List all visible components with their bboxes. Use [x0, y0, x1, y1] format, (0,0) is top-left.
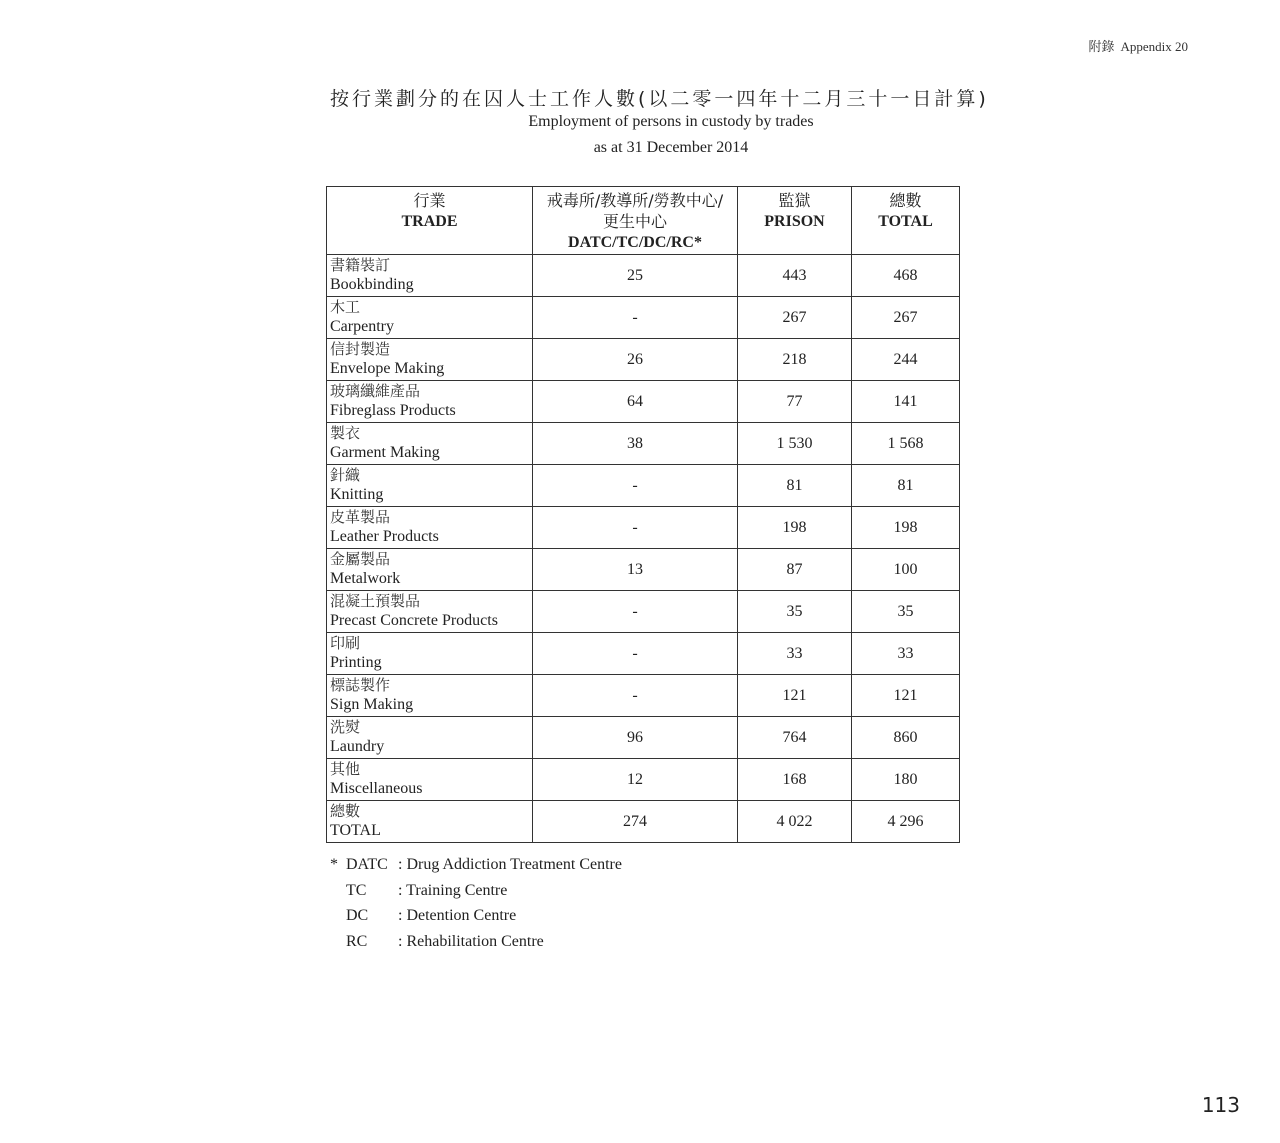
trade-name-en: Bookbinding [330, 276, 414, 293]
header-total [852, 187, 960, 255]
trade-cell [327, 633, 533, 675]
footnote-abbreviation: DATC [346, 856, 388, 873]
employment-table [326, 186, 960, 843]
datc-cell: - [533, 633, 738, 675]
trade-cell [327, 591, 533, 633]
trade-name-en: Knitting [330, 486, 384, 503]
trade-cell [327, 507, 533, 549]
header-total-zh: 總數 [889, 191, 922, 210]
trade-name-en: Printing [330, 654, 382, 671]
table-row [327, 339, 960, 381]
header-datc-zh: 戒毒所/教導所/勞教中心/更生中心 [546, 191, 724, 231]
trade-name-en: Laundry [330, 738, 385, 755]
trade-name-zh: 其他 [330, 760, 361, 778]
prison-cell: 764 [738, 717, 852, 759]
trade-name-zh: 製衣 [330, 424, 361, 442]
prison-cell: 1 530 [738, 423, 852, 465]
prison-cell: 267 [738, 297, 852, 339]
total-cell: 180 [852, 759, 960, 801]
prison-cell: 121 [738, 675, 852, 717]
datc-cell: 96 [533, 717, 738, 759]
trade-name-en: Envelope Making [330, 360, 445, 377]
total-cell: 468 [852, 255, 960, 297]
footnote-item [330, 878, 622, 904]
footnote-marker [330, 878, 346, 904]
total-cell: 35 [852, 591, 960, 633]
datc-cell: 25 [533, 255, 738, 297]
header-trade-zh: 行業 [413, 191, 446, 210]
footnote-description: : Rehabilitation Centre [398, 932, 544, 950]
total-cell: 33 [852, 633, 960, 675]
trade-name-zh: 洗熨 [330, 718, 361, 736]
prison-cell: 81 [738, 465, 852, 507]
total-cell: 860 [852, 717, 960, 759]
header-datc [533, 187, 738, 255]
table-row [327, 675, 960, 717]
trade-cell [327, 465, 533, 507]
total-cell: 141 [852, 381, 960, 423]
prison-cell: 218 [738, 339, 852, 381]
header-total-en: TOTAL [878, 213, 933, 230]
appendix-label [1088, 36, 1188, 55]
page-number: 113 [1201, 1093, 1240, 1117]
footnote-description: : Drug Addiction Treatment Centre [398, 856, 622, 873]
footnote-marker: * [330, 856, 338, 873]
datc-cell: - [533, 675, 738, 717]
table-row [327, 465, 960, 507]
prison-cell: 77 [738, 381, 852, 423]
footnote-abbreviation: DC [346, 907, 369, 924]
datc-cell: - [533, 297, 738, 339]
total-cell: 198 [852, 507, 960, 549]
title-english: Employment of persons in custody by trades [528, 113, 814, 130]
header-trade [327, 187, 533, 255]
trade-cell [327, 381, 533, 423]
trade-name-zh: 混凝土預製品 [330, 592, 421, 610]
trade-cell [327, 297, 533, 339]
footnote-item [330, 852, 622, 878]
trade-cell [327, 549, 533, 591]
table-row [327, 507, 960, 549]
trade-name-zh: 總數 [330, 802, 361, 820]
datc-cell: 274 [533, 801, 738, 843]
trade-name-zh: 玻璃纖維產品 [330, 382, 421, 400]
trade-cell [327, 423, 533, 465]
table-row [327, 759, 960, 801]
datc-cell: - [533, 465, 738, 507]
prison-cell: 443 [738, 255, 852, 297]
header-prison-en: PRISON [764, 213, 825, 230]
trade-cell [327, 801, 533, 843]
total-cell: 1 568 [852, 423, 960, 465]
trade-name-zh: 印刷 [330, 634, 361, 652]
footnote-marker [330, 903, 346, 929]
trade-name-en: Fibreglass Products [330, 402, 456, 419]
table-header-row [327, 187, 960, 255]
trade-name-en: Metalwork [330, 570, 401, 587]
table-row [327, 549, 960, 591]
total-cell: 4 296 [852, 801, 960, 843]
datc-cell: - [533, 591, 738, 633]
prison-cell: 168 [738, 759, 852, 801]
table-body [327, 255, 960, 843]
header-prison [738, 187, 852, 255]
total-cell: 100 [852, 549, 960, 591]
prison-cell: 87 [738, 549, 852, 591]
total-cell: 267 [852, 297, 960, 339]
trade-name-en: Miscellaneous [330, 780, 423, 797]
datc-cell: 12 [533, 759, 738, 801]
table-row [327, 717, 960, 759]
trade-name-zh: 標誌製作 [330, 676, 391, 694]
table-row [327, 801, 960, 843]
trade-cell [327, 339, 533, 381]
trade-name-en: Carpentry [330, 318, 394, 335]
footnote-item [330, 903, 622, 929]
trade-name-en: Leather Products [330, 528, 439, 545]
appendix-label-zh: 附錄 [1088, 39, 1115, 54]
trade-name-en: Sign Making [330, 696, 414, 713]
table-row [327, 255, 960, 297]
trade-cell [327, 255, 533, 297]
table-row [327, 297, 960, 339]
prison-cell: 33 [738, 633, 852, 675]
prison-cell: 198 [738, 507, 852, 549]
table-row [327, 423, 960, 465]
table-row [327, 633, 960, 675]
footnote-description: : Detention Centre [398, 907, 517, 924]
appendix-label-en: Appendix 20 [1120, 39, 1188, 54]
trade-name-zh: 金屬製品 [330, 550, 391, 568]
table-row [327, 381, 960, 423]
trade-name-zh: 皮革製品 [330, 508, 391, 526]
footnote-item [330, 929, 622, 955]
table-row [327, 591, 960, 633]
datc-cell: - [533, 507, 738, 549]
datc-cell: 38 [533, 423, 738, 465]
prison-cell: 35 [738, 591, 852, 633]
title-date: as at 31 December 2014 [593, 139, 749, 156]
footnote-description: : Training Centre [398, 881, 508, 899]
total-cell: 81 [852, 465, 960, 507]
total-cell: 244 [852, 339, 960, 381]
total-cell: 121 [852, 675, 960, 717]
trade-cell [327, 675, 533, 717]
datc-cell: 13 [533, 549, 738, 591]
title-chinese: 按行業劃分的在囚人士工作人數(以二零一四年十二月三十一日計算) [330, 88, 989, 110]
header-prison-zh: 監獄 [778, 191, 811, 210]
trade-name-en: Precast Concrete Products [330, 612, 498, 629]
trade-name-zh: 針織 [330, 466, 361, 484]
header-datc-en: DATC/TC/DC/RC* [568, 234, 702, 251]
footnotes [330, 852, 622, 954]
trade-name-en: TOTAL [330, 822, 381, 839]
trade-name-zh: 書籍裝訂 [330, 256, 391, 274]
datc-cell: 64 [533, 381, 738, 423]
datc-cell: 26 [533, 339, 738, 381]
footnote-abbreviation: TC [346, 881, 367, 899]
trade-cell [327, 717, 533, 759]
footnote-marker [330, 929, 346, 955]
trade-name-zh: 木工 [330, 298, 361, 316]
header-trade-en: TRADE [401, 213, 458, 230]
trade-cell [327, 759, 533, 801]
trade-name-en: Garment Making [330, 444, 440, 461]
trade-name-zh: 信封製造 [330, 340, 391, 358]
footnote-abbreviation: RC [346, 932, 368, 950]
prison-cell: 4 022 [738, 801, 852, 843]
